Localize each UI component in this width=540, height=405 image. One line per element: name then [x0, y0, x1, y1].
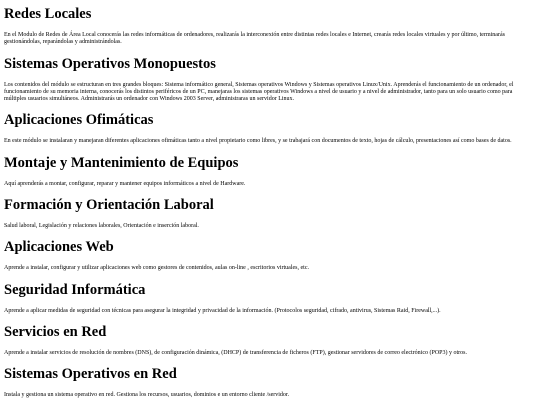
section-montaje-mantenimiento — [4, 155, 536, 188]
section-heading: Servicios en Red — [4, 323, 107, 340]
section-description: Los contenidos del módulo se estructuran en tres grandes bloques: Sistema informático general, Sistemas operativos Windows y Sistemas operativos Linux/Unix. Aprenderás el funcionamiento de un ordenador, el funcionamiento de su memoria interna, conocerás los distintos periféricos de un PC, manejaras los sistemas operativos Windows a nivel de usuario y a nivel de administrador, tanto para un solo usuario como para múltiples usuarios simultáneos. Administrarás un ordenador con Windows 2003 Server, administraras un servidor Linux. — [4, 81, 514, 103]
section-heading: Formación y Orientación Laboral — [4, 197, 214, 214]
section-seguridad-informatica — [4, 282, 536, 315]
section-description: Aprende a aplicar medidas de seguridad con técnicas para asegurar la integridad y privacidad de la información. (Protocolos seguridad, cifrado, antivirus, Sistemas Raid, Firewall,...). — [4, 307, 441, 314]
section-heading: Redes Locales — [4, 6, 92, 22]
section-aplicaciones-ofimaticas — [4, 112, 536, 145]
section-heading: Aplicaciones Ofimáticas — [4, 112, 154, 129]
section-description: Salud laboral, Legislación y relaciones laborales, Orientación e inserción laboral. — [4, 223, 199, 230]
section-heading: Seguridad Informática — [4, 281, 146, 298]
section-sistemas-operativos-monopuestos — [4, 56, 536, 104]
section-description: Aprende a instalar servicios de resolución de nombres (DNS), de configuración dinámica, (DHCP) de transferencia de ficheros (FTP), gestionar servidores de correo electrónico (POP3) y otros. — [4, 349, 468, 356]
section-description: Instala y gestiona un sistema operativo en red. Gestiona los recursos, usuarios, dominios e un entorno cliente /servidor. — [4, 392, 290, 399]
section-sistemas-operativos-en-red — [4, 366, 536, 399]
section-heading: Aplicaciones Web — [4, 239, 114, 256]
section-heading: Montaje y Mantenimiento de Equipos — [4, 154, 239, 171]
section-heading: Sistemas Operativos en Red — [4, 366, 177, 383]
section-redes-locales — [4, 6, 536, 47]
section-description: Aquí aprenderás a montar, configurar, reparar y mantener equipos informáticos a nivel de Hardware. — [4, 180, 246, 187]
section-servicios-en-red — [4, 324, 536, 357]
section-formacion-orientacion — [4, 197, 536, 230]
section-description: En este módulo se instalaran y manejaran diferentes aplicaciones ofimáticas tanto a nivel propietario como libres, y se trabajará con documentos de texto, hojas de cálculo, presentaciones así como bases de datos. — [4, 138, 512, 145]
section-heading: Sistemas Operativos Monopuestos — [4, 55, 216, 72]
section-aplicaciones-web — [4, 239, 536, 272]
section-description: En el Modulo de Redes de Área Local conocerás las redes informáticas de ordenadores, realizarás la interconexión entre distintas redes locales e Internet, crearás redes locales virtuales y por último, terminarás gestionándolas, reparándolas y administrándolas. — [4, 32, 505, 46]
section-description: Aprende a instalar, configurar y utilizar aplicaciones web como gestores de contenidos, aulas on-line , escritorios virtuales, etc. — [4, 265, 309, 272]
